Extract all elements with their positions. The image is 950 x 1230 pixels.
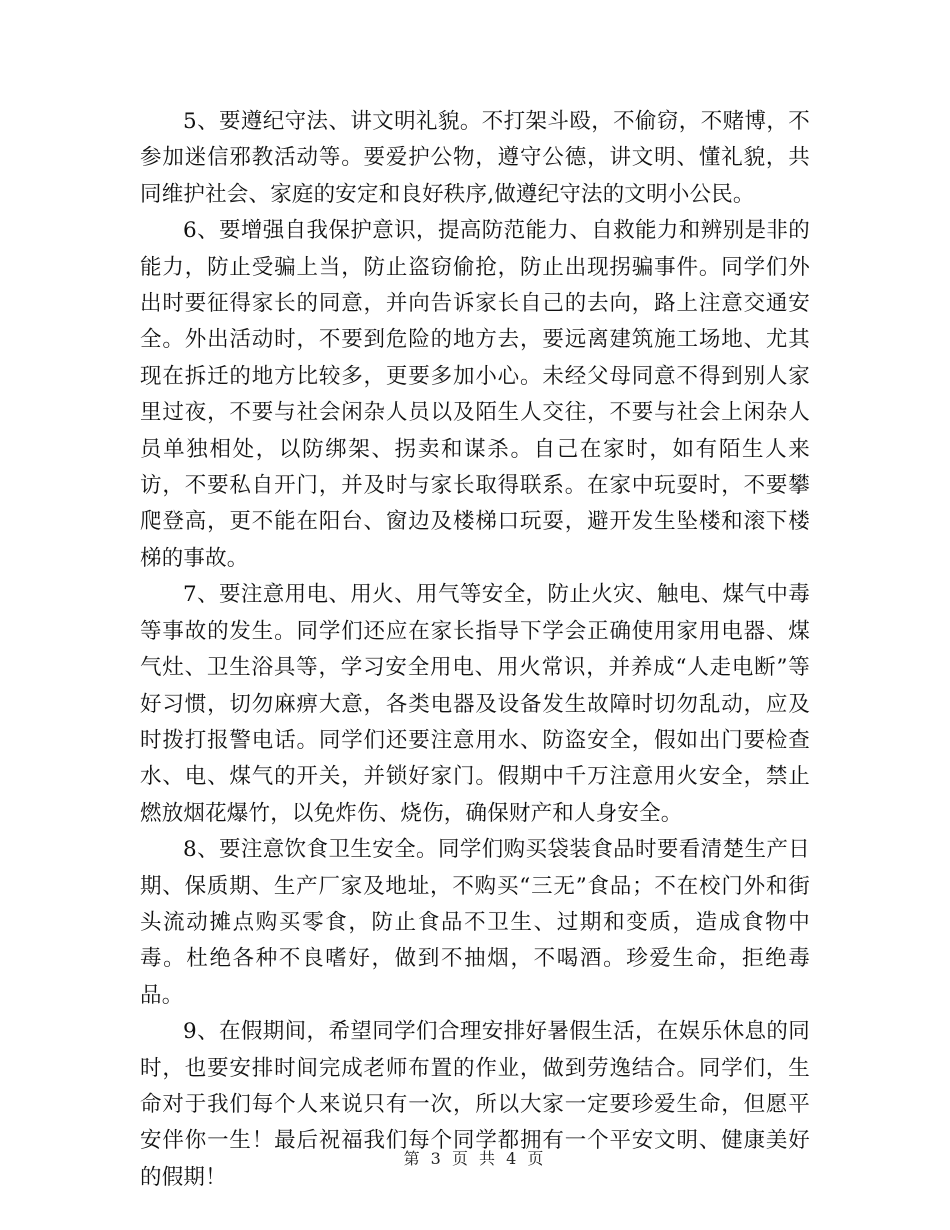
paragraph-item-7: 7、要注意用电、用火、用气等安全，防止火灾、触电、煤气中毒等事故的发生。同学们还应在家长指导下学会正确使用家用电器、煤气灶、卫生浴具等，学习安全用电、用火常识，并养成“人走电断”等好习惯，切勿麻痹大意，各类电器及设备发生故障时切勿乱动，应及时拨打报警电话。同学们还要注意用水、防盗安全，假如出门要检查水、电、煤气的开关，并锁好家门。假期中千万注意用火安全，禁止燃放烟花爆竹，以免炸伤、烧伤，确保财产和人身安全。 <box>140 582 810 826</box>
paragraph-item-5: 5、要遵纪守法、讲文明礼貌。不打架斗殴，不偷窃，不赌博，不参加迷信邪教活动等。要爱护公物，遵守公德，讲文明、懂礼貌，共同维护社会、家庭的安定和良好秩序,做遵纪守法的文明小公民。 <box>140 109 810 207</box>
page-number-footer: 第 3 页 共 4 页 <box>403 1149 547 1168</box>
paragraph-item-6: 6、要增强自我保护意识，提高防范能力、自救能力和辨别是非的能力，防止受骗上当，防止盗窃偷抢，防止出现拐骗事件。同学们外出时要征得家长的同意，并向告诉家长自己的去向，路上注意交通安全。外出活动时，不要到危险的地方去，要远离建筑施工场地、尤其现在拆迁的地方比较多，更要多加小心。未经父母同意不得到别人家里过夜，不要与社会闲杂人员以及陌生人交往，不要与社会上闲杂人员单独相处，以防绑架、拐卖和谋杀。自己在家时，如有陌生人来访，不要私自开门，并及时与家长取得联系。在家中玩耍时，不要攀爬登高，更不能在阳台、窗边及楼梯口玩耍，避开发生坠楼和滚下楼梯的事故。 <box>140 218 810 571</box>
paragraph-item-8: 8、要注意饮食卫生安全。同学们购买袋装食品时要看清楚生产日期、保质期、生产厂家及地址，不购买“三无”食品；不在校门外和街头流动摊点购买零食，防止食品不卫生、过期和变质，造成食物中毒。杜绝各种不良嗜好，做到不抽烟，不喝酒。珍爱生命，拒绝毒品。 <box>140 837 810 1008</box>
paragraph-item-9: 9、在假期间，希望同学们合理安排好暑假生活，在娱乐休息的同时，也要安排时间完成老师布置的作业，做到劳逸结合。同学们，生命对于我们每个人来说只有一次，所以大家一定要珍爱生命，但愿平安伴你一生！最后祝福我们每个同学都拥有一个平安文明、健康美好的假期！ <box>140 1019 810 1190</box>
document-body <box>140 104 810 1196</box>
